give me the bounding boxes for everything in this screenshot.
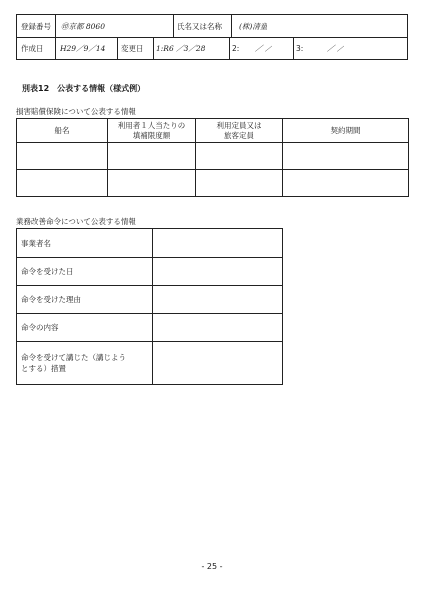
- table-row: [17, 314, 283, 342]
- header-divider: [293, 37, 294, 59]
- table-cell: [153, 229, 283, 258]
- name-label: 氏名又は名称: [177, 22, 222, 31]
- created-date-value: H29／9／14: [60, 44, 106, 53]
- table-cell: [153, 286, 283, 314]
- table-cell: [108, 170, 196, 197]
- table-row: [17, 258, 283, 286]
- contract-period-header: 契約期間: [283, 119, 409, 143]
- section-title: 別表12 公表する情報（様式例）: [22, 84, 146, 93]
- table-row: [17, 143, 409, 170]
- change-1-value: 1:R6 ／3／28: [156, 44, 206, 53]
- measures-taken-label: 命令を受けて講じた（講じよう とする）措置: [17, 342, 153, 385]
- header-divider: [229, 37, 230, 59]
- table-row: [17, 286, 283, 314]
- table-cell: [108, 143, 196, 170]
- insurance-title: 損害賠償保険について公表する情報: [16, 107, 136, 116]
- table-cell: [153, 314, 283, 342]
- registration-number-value: ㊞京都 8060: [61, 22, 105, 31]
- table-cell: [17, 143, 108, 170]
- vessel-name-header: 船名: [17, 119, 108, 143]
- created-date-label: 作成日: [21, 44, 44, 53]
- order-table: [16, 228, 283, 385]
- change-2-label: 2:: [232, 44, 240, 53]
- table-row: [17, 342, 283, 385]
- table-cell: [283, 170, 409, 197]
- header-divider: [117, 37, 118, 59]
- order-content-label: 命令の内容: [17, 314, 153, 342]
- page-number: - 25 -: [201, 562, 223, 571]
- header-divider: [231, 15, 232, 37]
- registration-header: [16, 14, 408, 60]
- header-divider: [55, 15, 56, 37]
- business-name-label: 事業者名: [17, 229, 153, 258]
- table-cell: [17, 170, 108, 197]
- registration-number-label: 登録番号: [21, 22, 51, 31]
- order-reason-label: 命令を受けた理由: [17, 286, 153, 314]
- coverage-limit-header: 利用者１人当たりの 填補限度額: [108, 119, 196, 143]
- table-cell: [153, 258, 283, 286]
- header-divider: [153, 37, 154, 59]
- table-cell: [196, 143, 283, 170]
- table-cell: [153, 342, 283, 385]
- name-value: (株)清童: [239, 22, 268, 31]
- capacity-header: 利用定員又は 旅客定員: [196, 119, 283, 143]
- changed-date-label: 変更日: [121, 44, 144, 53]
- order-date-label: 命令を受けた日: [17, 258, 153, 286]
- insurance-table: [16, 118, 409, 197]
- insurance-header-row: [17, 119, 409, 143]
- change-2-value: ／ ／: [255, 44, 273, 53]
- table-cell: [283, 143, 409, 170]
- header-divider: [55, 37, 56, 59]
- change-3-value: ／ ／: [327, 44, 345, 53]
- table-cell: [196, 170, 283, 197]
- header-divider: [173, 15, 174, 37]
- table-row: [17, 170, 409, 197]
- order-title: 業務改善命令について公表する情報: [16, 217, 136, 226]
- change-3-label: 3:: [296, 44, 304, 53]
- table-row: [17, 229, 283, 258]
